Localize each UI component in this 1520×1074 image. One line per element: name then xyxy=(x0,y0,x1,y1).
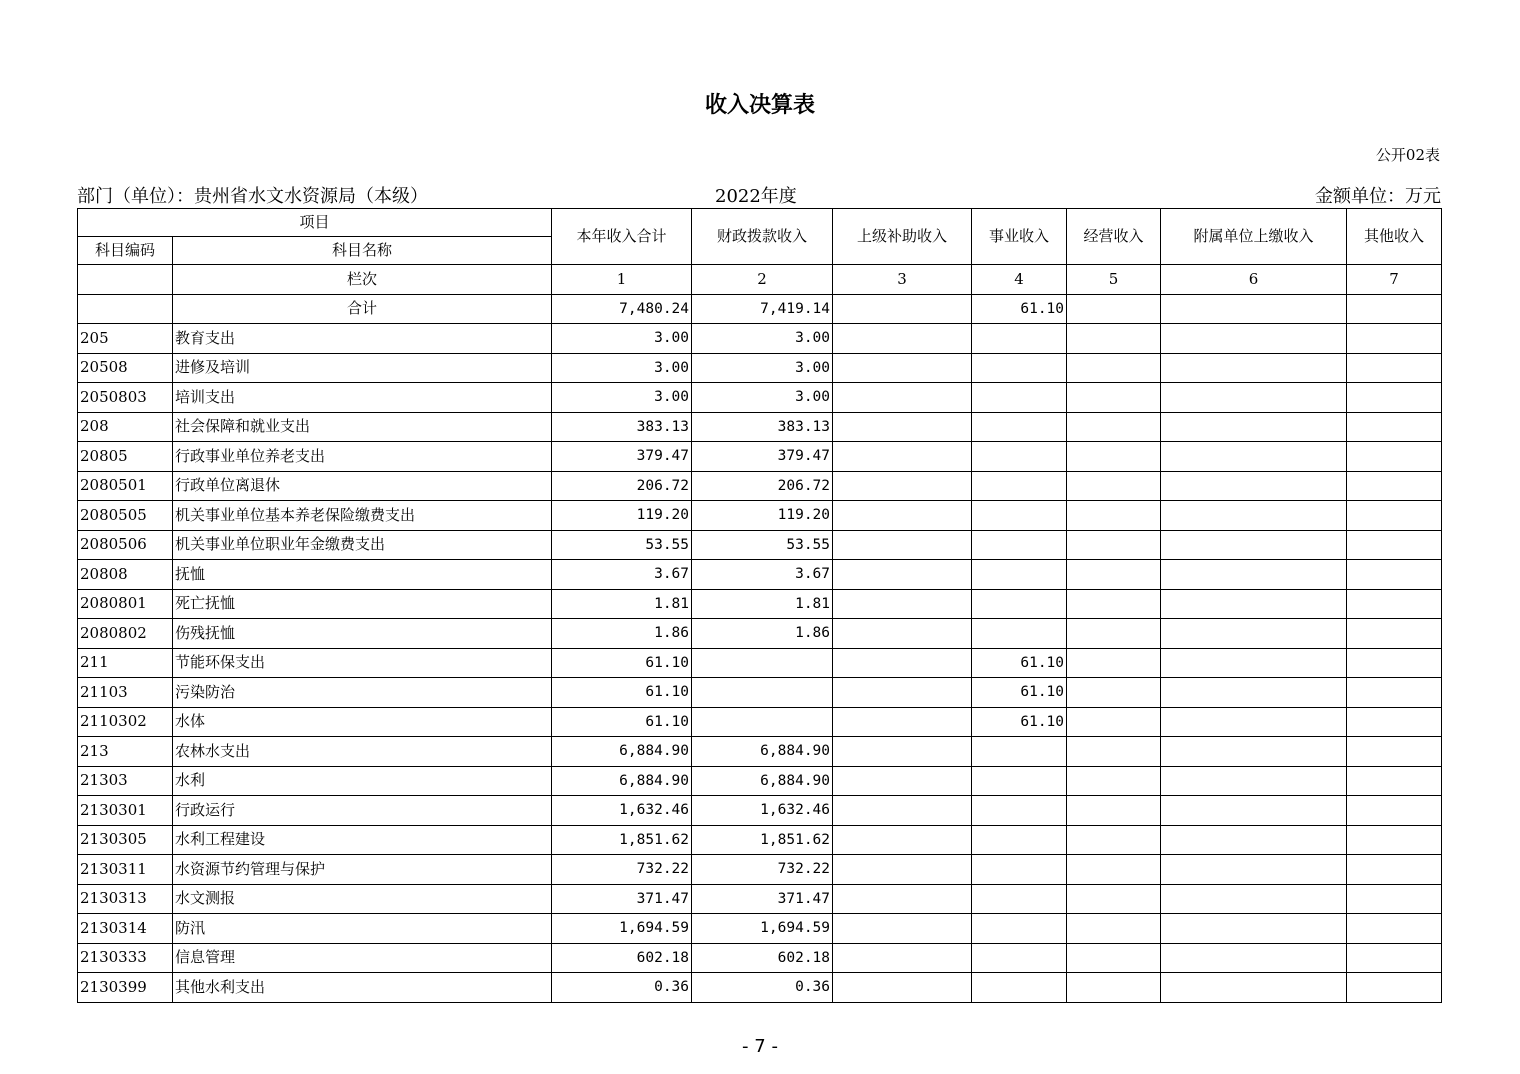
subject-name: 水资源节约管理与保护 xyxy=(173,855,552,885)
amount-cell xyxy=(833,353,972,383)
amount-cell xyxy=(833,560,972,590)
amount-cell xyxy=(1347,560,1442,590)
table-row xyxy=(78,737,1442,767)
amount-cell xyxy=(833,678,972,708)
subject-name: 伤残抚恤 xyxy=(173,619,552,649)
total-value xyxy=(833,294,972,324)
amount-cell: 53.55 xyxy=(552,530,692,560)
amount-cell xyxy=(1161,914,1347,944)
column-number: 6 xyxy=(1161,265,1347,295)
table-row xyxy=(78,501,1442,531)
amount-cell: 602.18 xyxy=(692,943,833,973)
subject-code: 2130301 xyxy=(78,796,173,826)
subject-name: 社会保障和就业支出 xyxy=(173,412,552,442)
subject-name: 机关事业单位职业年金缴费支出 xyxy=(173,530,552,560)
table-row xyxy=(78,324,1442,354)
column-number: 1 xyxy=(552,265,692,295)
amount-cell: 206.72 xyxy=(552,471,692,501)
amount-cell xyxy=(1347,855,1442,885)
amount-cell xyxy=(1347,383,1442,413)
amount-cell xyxy=(1347,973,1442,1003)
amount-cell xyxy=(1347,530,1442,560)
amount-cell xyxy=(1161,884,1347,914)
amount-cell xyxy=(1161,383,1347,413)
amount-cell xyxy=(833,973,972,1003)
table-row xyxy=(78,825,1442,855)
amount-cell: 3.00 xyxy=(552,353,692,383)
amount-cell xyxy=(1347,324,1442,354)
subject-code: 21303 xyxy=(78,766,173,796)
subject-name: 教育支出 xyxy=(173,324,552,354)
amount-cell xyxy=(1161,560,1347,590)
amount-cell xyxy=(1161,324,1347,354)
amount-cell xyxy=(1067,471,1161,501)
header-col-total: 本年收入合计 xyxy=(552,209,692,265)
total-value xyxy=(1161,294,1347,324)
amount-cell xyxy=(833,884,972,914)
amount-cell xyxy=(1067,766,1161,796)
total-label: 合计 xyxy=(173,294,552,324)
amount-cell xyxy=(1347,825,1442,855)
amount-cell xyxy=(1067,796,1161,826)
amount-cell xyxy=(1161,501,1347,531)
amount-cell: 3.00 xyxy=(552,383,692,413)
amount-cell xyxy=(1067,353,1161,383)
amount-cell xyxy=(1161,648,1347,678)
amount-cell xyxy=(833,619,972,649)
header-code: 科目编码 xyxy=(78,237,173,265)
table-row xyxy=(78,383,1442,413)
amount-cell: 0.36 xyxy=(552,973,692,1003)
amount-cell xyxy=(1161,766,1347,796)
amount-cell xyxy=(833,825,972,855)
income-table xyxy=(77,208,1442,1003)
amount-cell xyxy=(972,353,1067,383)
subject-code: 2080501 xyxy=(78,471,173,501)
header-col-business: 事业收入 xyxy=(972,209,1067,265)
amount-cell xyxy=(1161,973,1347,1003)
amount-cell xyxy=(1347,943,1442,973)
header-col-superior: 上级补助收入 xyxy=(833,209,972,265)
amount-cell xyxy=(1347,589,1442,619)
subject-code: 2080801 xyxy=(78,589,173,619)
amount-cell xyxy=(1161,796,1347,826)
total-value: 61.10 xyxy=(972,294,1067,324)
amount-cell: 1,851.62 xyxy=(692,825,833,855)
subject-name: 农林水支出 xyxy=(173,737,552,767)
amount-cell xyxy=(1161,412,1347,442)
amount-cell: 1,694.59 xyxy=(552,914,692,944)
amount-cell xyxy=(1067,707,1161,737)
report-meta xyxy=(77,182,1441,208)
subject-code: 2130311 xyxy=(78,855,173,885)
total-value: 7,419.14 xyxy=(692,294,833,324)
table-row xyxy=(78,707,1442,737)
amount-cell xyxy=(1067,412,1161,442)
amount-cell xyxy=(1067,589,1161,619)
empty-cell xyxy=(78,294,173,324)
subject-name: 污染防治 xyxy=(173,678,552,708)
table-row xyxy=(78,412,1442,442)
amount-cell xyxy=(1161,737,1347,767)
header-col-operating: 经营收入 xyxy=(1067,209,1161,265)
amount-cell xyxy=(972,442,1067,472)
amount-cell xyxy=(1161,943,1347,973)
amount-unit: 金额单位：万元 xyxy=(1315,186,1441,207)
subject-code: 211 xyxy=(78,648,173,678)
amount-cell xyxy=(1067,737,1161,767)
row-label: 栏次 xyxy=(173,265,552,295)
table-row xyxy=(78,353,1442,383)
amount-cell: 379.47 xyxy=(692,442,833,472)
amount-cell xyxy=(1161,855,1347,885)
amount-cell: 3.00 xyxy=(692,353,833,383)
amount-cell: 602.18 xyxy=(552,943,692,973)
amount-cell xyxy=(972,825,1067,855)
amount-cell xyxy=(1161,530,1347,560)
department-label: 部门（单位）：贵州省水文水资源局（本级） xyxy=(77,186,428,207)
subject-code: 20508 xyxy=(78,353,173,383)
amount-cell xyxy=(1347,471,1442,501)
header-col-affiliate: 附属单位上缴收入 xyxy=(1161,209,1347,265)
amount-cell: 1,632.46 xyxy=(692,796,833,826)
table-row xyxy=(78,442,1442,472)
subject-name: 节能环保支出 xyxy=(173,648,552,678)
amount-cell xyxy=(692,678,833,708)
subject-name: 行政事业单位养老支出 xyxy=(173,442,552,472)
amount-cell xyxy=(972,619,1067,649)
table-row xyxy=(78,471,1442,501)
amount-cell: 732.22 xyxy=(552,855,692,885)
fiscal-year: 2022年度 xyxy=(715,186,797,207)
column-number: 5 xyxy=(1067,265,1161,295)
subject-name: 抚恤 xyxy=(173,560,552,590)
amount-cell: 371.47 xyxy=(692,884,833,914)
amount-cell xyxy=(1347,353,1442,383)
subject-code: 2080505 xyxy=(78,501,173,531)
amount-cell xyxy=(1067,560,1161,590)
amount-cell xyxy=(1067,943,1161,973)
amount-cell xyxy=(972,766,1067,796)
amount-cell xyxy=(833,412,972,442)
amount-cell: 206.72 xyxy=(692,471,833,501)
amount-cell: 383.13 xyxy=(692,412,833,442)
amount-cell: 1.81 xyxy=(692,589,833,619)
amount-cell xyxy=(972,943,1067,973)
amount-cell: 61.10 xyxy=(552,707,692,737)
column-number: 2 xyxy=(692,265,833,295)
amount-cell: 6,884.90 xyxy=(552,737,692,767)
column-number-row xyxy=(78,265,1442,295)
subject-code: 205 xyxy=(78,324,173,354)
column-number: 4 xyxy=(972,265,1067,295)
amount-cell xyxy=(1067,442,1161,472)
table-row xyxy=(78,973,1442,1003)
table-row xyxy=(78,855,1442,885)
empty-cell xyxy=(78,265,173,295)
amount-cell xyxy=(1161,707,1347,737)
amount-cell xyxy=(833,914,972,944)
table-row xyxy=(78,884,1442,914)
amount-cell xyxy=(1067,619,1161,649)
table-row xyxy=(78,766,1442,796)
amount-cell: 61.10 xyxy=(972,678,1067,708)
amount-cell: 1.81 xyxy=(552,589,692,619)
amount-cell: 61.10 xyxy=(552,648,692,678)
subject-name: 水利 xyxy=(173,766,552,796)
amount-cell xyxy=(972,383,1067,413)
amount-cell: 53.55 xyxy=(692,530,833,560)
table-row xyxy=(78,796,1442,826)
subject-code: 213 xyxy=(78,737,173,767)
subject-name: 死亡抚恤 xyxy=(173,589,552,619)
amount-cell xyxy=(833,766,972,796)
subject-name: 进修及培训 xyxy=(173,353,552,383)
amount-cell: 732.22 xyxy=(692,855,833,885)
amount-cell xyxy=(1347,884,1442,914)
amount-cell xyxy=(972,737,1067,767)
amount-cell xyxy=(972,914,1067,944)
amount-cell xyxy=(833,324,972,354)
amount-cell xyxy=(1347,707,1442,737)
amount-cell: 3.00 xyxy=(692,383,833,413)
amount-cell xyxy=(1067,648,1161,678)
amount-cell xyxy=(692,648,833,678)
amount-cell: 3.67 xyxy=(692,560,833,590)
amount-cell xyxy=(833,737,972,767)
subject-name: 培训支出 xyxy=(173,383,552,413)
header-row-1 xyxy=(78,209,1442,237)
subject-name: 行政单位离退休 xyxy=(173,471,552,501)
amount-cell xyxy=(1347,648,1442,678)
subject-name: 行政运行 xyxy=(173,796,552,826)
subject-name: 机关事业单位基本养老保险缴费支出 xyxy=(173,501,552,531)
subject-code: 2080506 xyxy=(78,530,173,560)
amount-cell xyxy=(1067,914,1161,944)
amount-cell xyxy=(1161,589,1347,619)
subject-name: 其他水利支出 xyxy=(173,973,552,1003)
amount-cell: 6,884.90 xyxy=(552,766,692,796)
amount-cell: 3.00 xyxy=(692,324,833,354)
subject-code: 208 xyxy=(78,412,173,442)
amount-cell xyxy=(833,501,972,531)
amount-cell xyxy=(833,442,972,472)
table-row xyxy=(78,914,1442,944)
amount-cell xyxy=(1347,412,1442,442)
amount-cell xyxy=(1067,383,1161,413)
amount-cell: 6,884.90 xyxy=(692,766,833,796)
amount-cell xyxy=(833,796,972,826)
amount-cell xyxy=(692,707,833,737)
table-row xyxy=(78,560,1442,590)
amount-cell xyxy=(972,796,1067,826)
subject-code: 2130399 xyxy=(78,973,173,1003)
amount-cell xyxy=(972,589,1067,619)
subject-code: 2050803 xyxy=(78,383,173,413)
amount-cell: 379.47 xyxy=(552,442,692,472)
total-value xyxy=(1067,294,1161,324)
amount-cell xyxy=(1347,796,1442,826)
amount-cell xyxy=(1067,678,1161,708)
subject-name: 水体 xyxy=(173,707,552,737)
amount-cell xyxy=(833,707,972,737)
page-number: - 7 - xyxy=(742,1036,778,1057)
table-number: 公开02表 xyxy=(1375,146,1440,164)
amount-cell xyxy=(1161,678,1347,708)
amount-cell: 61.10 xyxy=(972,648,1067,678)
amount-cell: 61.10 xyxy=(552,678,692,708)
subject-code: 2130333 xyxy=(78,943,173,973)
amount-cell xyxy=(833,855,972,885)
column-number: 7 xyxy=(1347,265,1442,295)
amount-cell: 3.00 xyxy=(552,324,692,354)
amount-cell xyxy=(1161,353,1347,383)
amount-cell: 61.10 xyxy=(972,707,1067,737)
total-value xyxy=(1347,294,1442,324)
amount-cell: 1,694.59 xyxy=(692,914,833,944)
amount-cell: 371.47 xyxy=(552,884,692,914)
page-title: 收入决算表 xyxy=(704,93,815,118)
subject-name: 水文测报 xyxy=(173,884,552,914)
table-row xyxy=(78,619,1442,649)
header-col-other: 其他收入 xyxy=(1347,209,1442,265)
amount-cell xyxy=(1067,825,1161,855)
amount-cell xyxy=(1347,737,1442,767)
table-row xyxy=(78,648,1442,678)
amount-cell: 119.20 xyxy=(692,501,833,531)
amount-cell xyxy=(1067,501,1161,531)
amount-cell xyxy=(833,530,972,560)
subject-code: 21103 xyxy=(78,678,173,708)
subject-name: 水利工程建设 xyxy=(173,825,552,855)
amount-cell: 0.36 xyxy=(692,973,833,1003)
amount-cell xyxy=(1161,442,1347,472)
total-value: 7,480.24 xyxy=(552,294,692,324)
amount-cell: 119.20 xyxy=(552,501,692,531)
amount-cell xyxy=(1067,884,1161,914)
amount-cell xyxy=(1347,678,1442,708)
amount-cell xyxy=(1347,501,1442,531)
amount-cell xyxy=(1161,471,1347,501)
amount-cell: 1.86 xyxy=(692,619,833,649)
amount-cell xyxy=(1347,619,1442,649)
header-col-fiscal: 财政拨款收入 xyxy=(692,209,833,265)
amount-cell xyxy=(1347,914,1442,944)
amount-cell: 3.67 xyxy=(552,560,692,590)
subject-code: 2130314 xyxy=(78,914,173,944)
amount-cell xyxy=(972,884,1067,914)
table-row xyxy=(78,678,1442,708)
subject-code: 2130305 xyxy=(78,825,173,855)
column-number: 3 xyxy=(833,265,972,295)
amount-cell xyxy=(972,471,1067,501)
subject-name: 信息管理 xyxy=(173,943,552,973)
amount-cell: 1.86 xyxy=(552,619,692,649)
amount-cell xyxy=(972,324,1067,354)
amount-cell xyxy=(972,973,1067,1003)
table-row xyxy=(78,530,1442,560)
amount-cell xyxy=(1067,324,1161,354)
amount-cell xyxy=(1161,619,1347,649)
amount-cell: 1,851.62 xyxy=(552,825,692,855)
amount-cell xyxy=(972,412,1067,442)
amount-cell xyxy=(1161,825,1347,855)
subject-code: 2110302 xyxy=(78,707,173,737)
amount-cell xyxy=(972,501,1067,531)
amount-cell: 383.13 xyxy=(552,412,692,442)
amount-cell: 6,884.90 xyxy=(692,737,833,767)
amount-cell xyxy=(1067,973,1161,1003)
amount-cell xyxy=(972,855,1067,885)
subject-name: 防汛 xyxy=(173,914,552,944)
amount-cell: 1,632.46 xyxy=(552,796,692,826)
amount-cell xyxy=(833,383,972,413)
amount-cell xyxy=(1067,855,1161,885)
total-row xyxy=(78,294,1442,324)
amount-cell xyxy=(833,471,972,501)
header-name: 科目名称 xyxy=(173,237,552,265)
amount-cell xyxy=(1067,530,1161,560)
amount-cell xyxy=(833,943,972,973)
table-row xyxy=(78,943,1442,973)
amount-cell xyxy=(833,589,972,619)
amount-cell xyxy=(833,648,972,678)
subject-code: 20805 xyxy=(78,442,173,472)
amount-cell xyxy=(1347,766,1442,796)
table-row xyxy=(78,589,1442,619)
amount-cell xyxy=(972,560,1067,590)
subject-code: 2080802 xyxy=(78,619,173,649)
header-item: 项目 xyxy=(78,209,552,237)
subject-code: 2130313 xyxy=(78,884,173,914)
subject-code: 20808 xyxy=(78,560,173,590)
amount-cell xyxy=(972,530,1067,560)
amount-cell xyxy=(1347,442,1442,472)
